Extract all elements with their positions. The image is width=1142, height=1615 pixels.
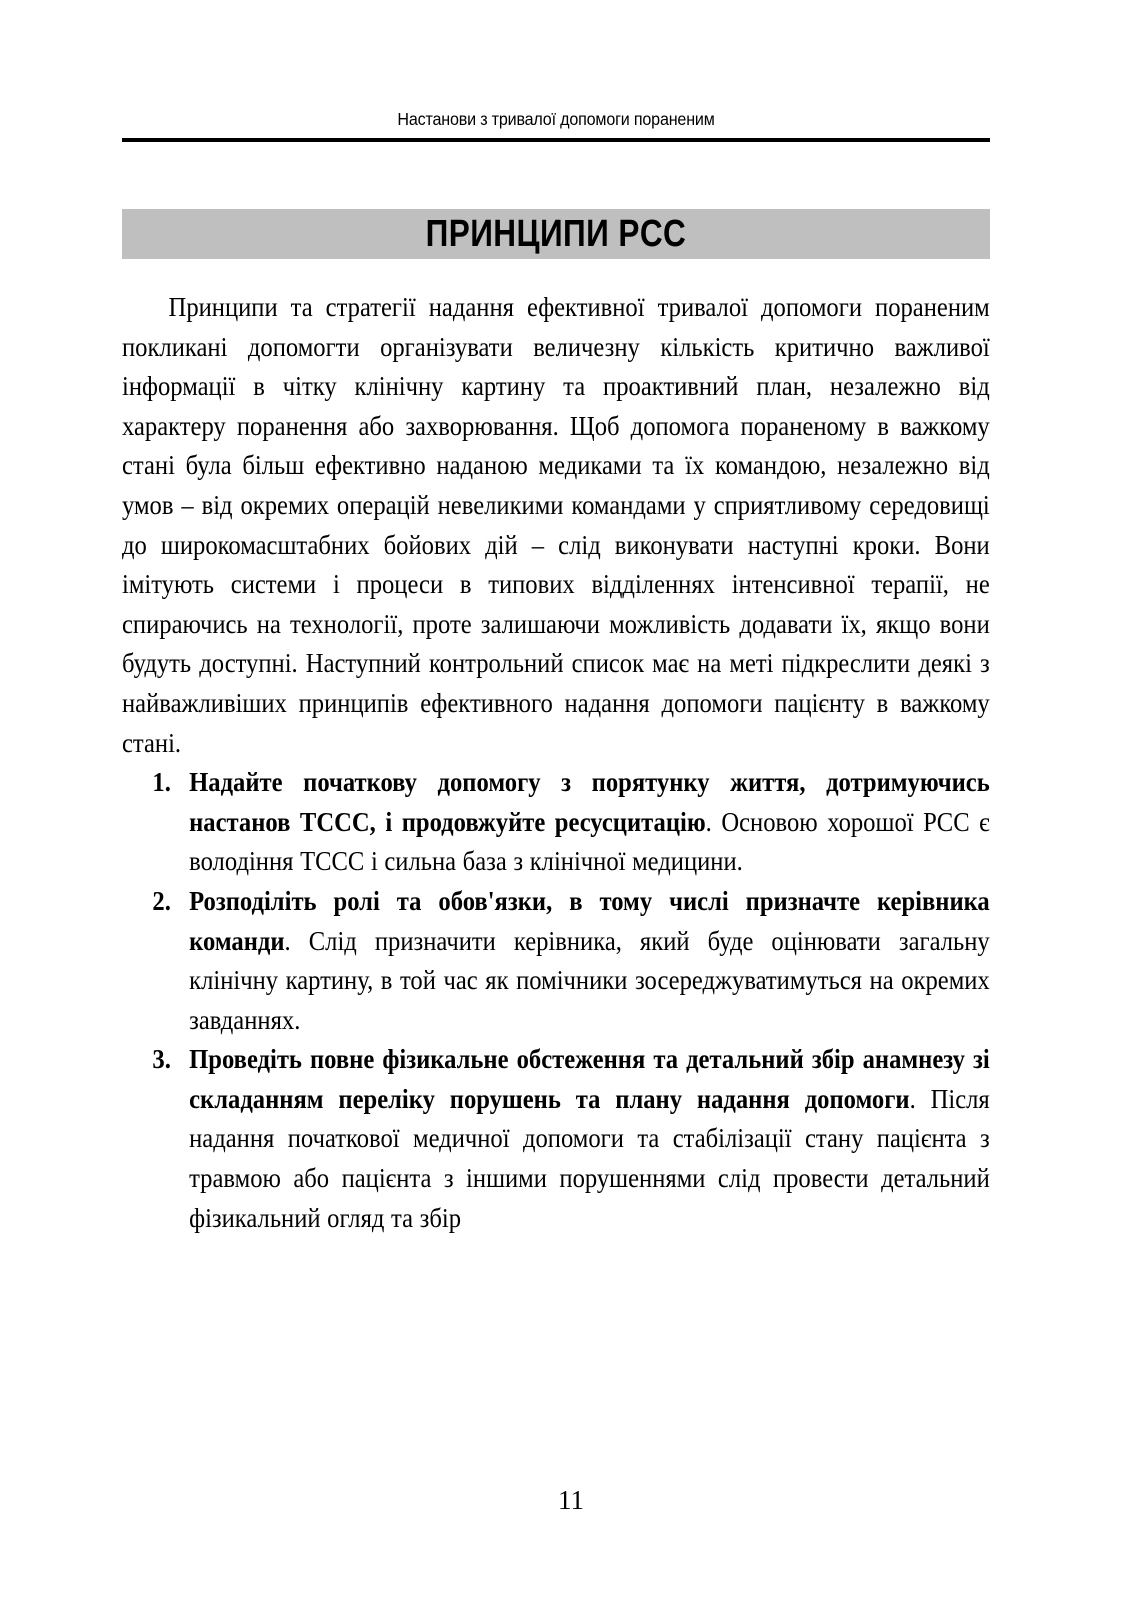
header-rule: [122, 138, 990, 142]
page-title: ПРИНЦИПИ PCC: [425, 213, 687, 255]
list-item-body: . Після надання початкової медичної допомоги та стабілізації стану пацієнта з травмою або пацієнта з іншими порушеннями слід провести детальний фізикальний огляд та збір: [189, 1082, 990, 1233]
list-item: [122, 762, 990, 881]
list-item-body: . Основою хорошої PCC є володіння TCCC і сильна база з клінічної медицини.: [189, 805, 990, 877]
running-header: Настанови з тривалої допомоги пораненим: [397, 109, 715, 129]
list-item-lead: Надайте початкову допомогу з порятунку життя, дотримуючись настанов TCCC, і продовжуйте ресусцитацію: [189, 766, 990, 837]
principles-list: [122, 762, 990, 1237]
list-item: [122, 1039, 990, 1237]
list-item: [122, 881, 990, 1039]
list-item-body: . Слід призначити керівника, який буде оцінювати загальну клінічну картину, в той час як помічники зосереджуватимуться на окремих завданнях.: [189, 924, 990, 1035]
section-title-banner: [122, 209, 990, 259]
list-item-lead: Розподіліть ролі та обов'язки, в тому числі призначте керівника команди: [189, 884, 990, 956]
intro-paragraph: Принципи та стратегії надання ефективної тривалої допомоги пораненим покликані допомогти організувати величезну кількість критично важливої інформації в чітку клінічну картину та проактивний план, незалежно від характеру поранення або захворювання. Щоб допомога пораненому в важкому стані була більш ефективно наданою медиками та їх командою, незалежно від умов – від окремих операцій невеликими командами у сприятливому середовищі до широкомасштабних бойових дій – слід виконувати наступні кроки. Вони імітують системи і процеси в типових відділеннях інтенсивної терапії, не спираючись на технології, проте залишаючи можливість додавати їх, якщо вони будуть доступні. Наступний контрольний список має на меті підкреслити деякі з найважливіших принципів ефективного надання допомоги пацієнту в важкому стані.: [122, 291, 990, 758]
list-item-lead: Проведіть повне фізикальне обстеження та детальний збір анамнезу зі складанням переліку порушень та плану надання допомоги: [189, 1043, 990, 1114]
page-number: 11: [558, 1485, 584, 1515]
page-content: [122, 287, 990, 1237]
